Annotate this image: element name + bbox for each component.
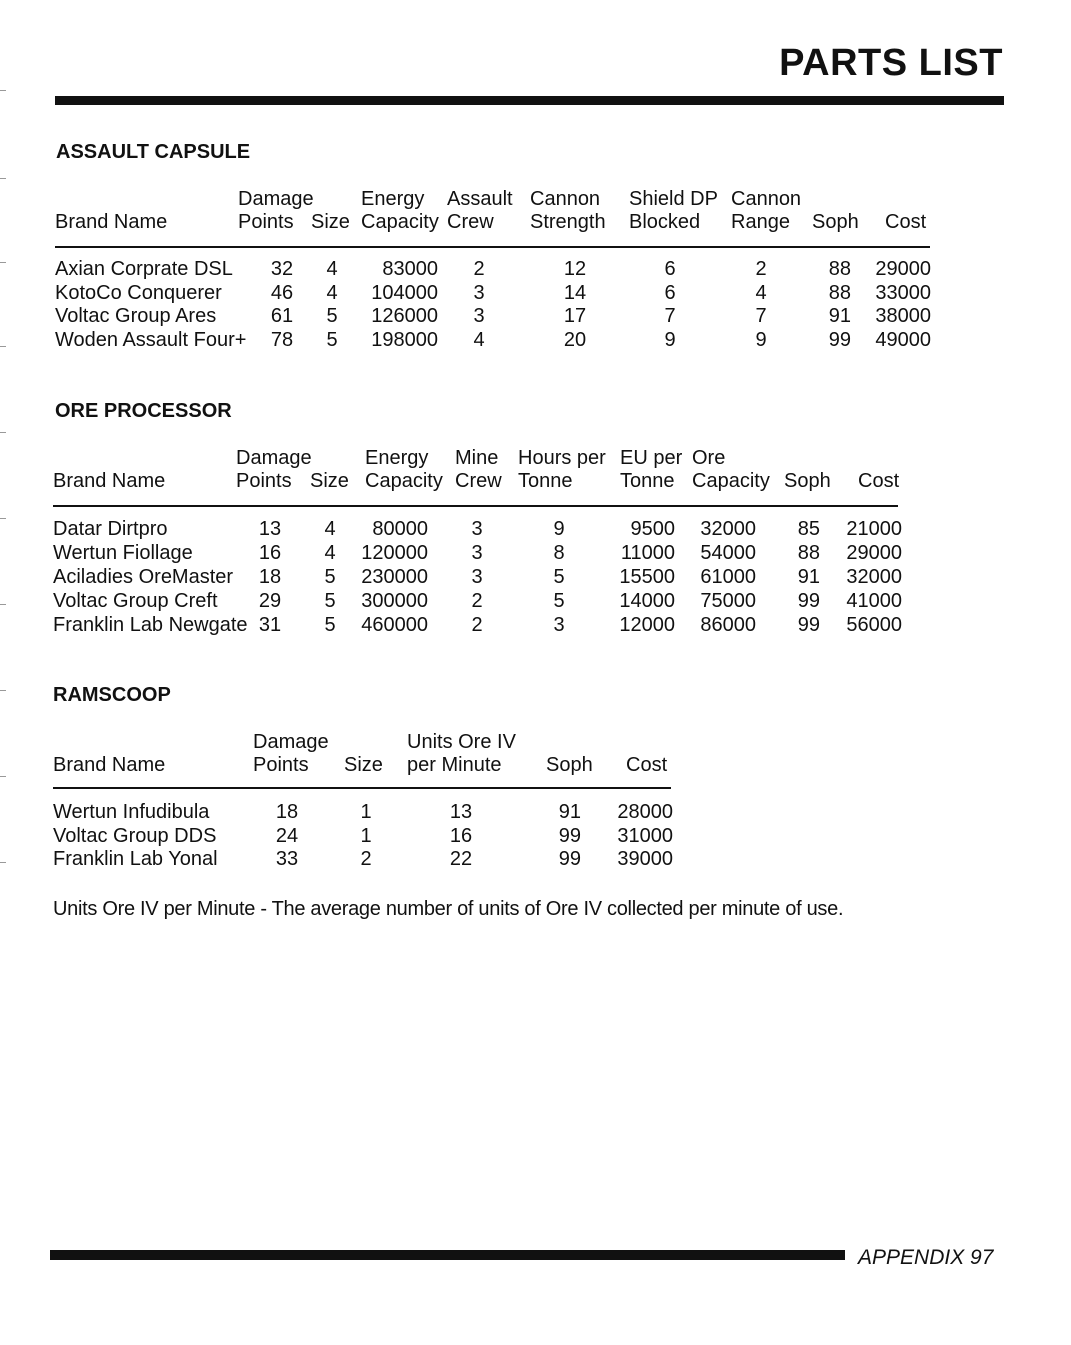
ore_processor-column-header: Tonne [620,470,675,492]
brand-name-cell: Wertun Infudibula [53,801,210,823]
table-cell: 300000 [361,590,428,612]
table-cell: 88 [797,542,820,564]
assault-capsule-title: ASSAULT CAPSULE [56,141,251,163]
table-cell: 18 [258,566,282,588]
table-cell: 14 [563,281,587,304]
margin-mark [0,262,6,263]
assault_capsule-column-header: Capacity [361,211,439,233]
assault_capsule-column-header: Soph [812,211,859,233]
table-cell: 31 [258,614,282,636]
assault_capsule-column-header: Size [311,211,350,233]
assault_capsule-column-header: Blocked [629,211,701,233]
table-cell: 33 [275,848,299,870]
ramscoop-column-header: Points [253,754,309,776]
table-cell: 16 [449,824,473,847]
table-cell: 32000 [700,518,756,540]
table-cell: 5 [324,614,336,636]
table-cell: 7 [755,305,767,327]
table-cell: 2 [471,590,483,612]
assault_capsule-column-header: Points [238,211,294,233]
table-cell: 20 [563,328,587,351]
table-cell: 29 [258,590,282,612]
table-cell: 99 [558,848,581,870]
table-cell: 3 [471,518,483,540]
margin-mark [0,178,6,179]
brand-name-cell: Franklin Lab Newgate [53,614,248,636]
table-cell: 14000 [619,590,675,612]
ore_processor-column-header: Crew [455,470,502,492]
table-cell: 46 [270,281,294,304]
table-cell: 3 [473,281,485,304]
table-cell: 49000 [875,328,931,351]
table-cell: 31000 [617,824,673,847]
table-cell: 2 [755,258,767,280]
table-cell: 28000 [617,801,673,823]
table-cell: 99 [797,614,820,636]
table-cell: 120000 [361,542,428,564]
table-cell: 32000 [846,566,902,588]
table-cell: 5 [553,590,565,612]
table-cell: 230000 [361,566,428,588]
ore_processor-column-header: Ore [692,447,726,469]
margin-mark [0,346,6,347]
table-cell: 5 [553,566,565,588]
table-cell: 3 [473,305,485,327]
table-cell: 88 [828,281,851,304]
table-cell: 7 [664,305,676,327]
table-cell: 1 [360,801,372,823]
table-cell: 22 [449,848,473,870]
table-cell: 2 [471,614,483,636]
table-cell: 2 [360,848,372,870]
table-cell: 9500 [630,518,675,540]
ore_processor-column-header: Capacity [692,470,770,492]
ore_processor-column-header: Size [310,470,349,492]
ore_processor-column-header: Points [236,470,292,492]
margin-mark [0,518,6,519]
table-cell: 4 [326,258,338,280]
ore_processor-column-header: Capacity [365,470,443,492]
table-cell: 4 [326,281,338,304]
table-cell: 86000 [700,614,756,636]
assault_capsule-column-header: Assault [447,188,513,210]
page-title: PARTS LIST [779,42,1003,84]
table-cell: 9 [553,518,565,540]
assault_capsule-column-header: Brand Name [55,211,168,233]
table-cell: 85 [797,518,820,540]
table-cell: 38000 [875,305,931,327]
table-cell: 61000 [700,566,756,588]
table-cell: 3 [553,614,565,636]
table-cell: 32 [270,258,294,280]
table-cell: 6 [664,281,676,304]
table-cell: 11000 [620,542,675,564]
ore_processor-column-header: Hours per [518,447,606,469]
table-cell: 61 [270,305,294,327]
table-cell: 56000 [846,614,902,636]
brand-name-cell: Datar Dirtpro [53,518,168,540]
table-cell: 12 [563,258,587,280]
table-cell: 4 [324,542,336,564]
table-cell: 1 [360,824,372,847]
brand-name-cell: KotoCo Conquerer [55,281,222,304]
top-rule [55,96,1004,105]
table-cell: 83000 [382,258,438,280]
ramscoop-column-header: Soph [546,754,593,776]
table-cell: 198000 [371,328,438,351]
margin-mark [0,604,6,605]
table-cell: 6 [664,258,676,280]
table-cell: 5 [324,566,336,588]
table-cell: 33000 [875,281,931,304]
table-cell: 91 [558,801,581,823]
table-cell: 54000 [700,542,756,564]
ramscoop-column-header: Brand Name [53,754,166,776]
table-cell: 75000 [700,590,756,612]
table-cell: 13 [449,801,473,823]
brand-name-cell: Wertun Fiollage [53,542,193,564]
table-cell: 18 [275,801,299,823]
table-cell: 88 [828,258,851,280]
ore_processor-column-header: Soph [784,470,831,492]
table-cell: 21000 [846,518,902,540]
brand-name-cell: Voltac Group DDS [53,824,217,847]
table-cell: 16 [258,542,282,564]
assault_capsule-column-header: Shield DP [629,188,718,210]
table-cell: 5 [326,305,338,327]
table-cell: 13 [258,518,282,540]
ore_processor-column-header: EU per [620,447,683,469]
table-cell: 99 [828,328,851,351]
ore-processor-title: ORE PROCESSOR [55,400,232,422]
bottom-rule [50,1250,845,1260]
table-cell: 29000 [875,258,931,280]
table-cell: 24 [275,824,299,847]
ramscoop-column-header: Damage [253,731,329,753]
table-cell: 78 [270,328,294,351]
assault_capsule-column-header: Range [731,211,790,233]
table-cell: 3 [471,542,483,564]
assault_capsule-column-header: Cannon [530,188,601,210]
table-cell: 29000 [846,542,902,564]
brand-name-cell: Aciladies OreMaster [53,566,234,588]
ore_processor-column-header: Mine [455,447,499,469]
brand-name-cell: Voltac Group Creft [53,590,218,612]
table-cell: 8 [553,542,565,564]
table-cell: 460000 [361,614,428,636]
margin-mark [0,432,6,433]
ramscoop-footnote: Units Ore IV per Minute - The average number of units of Ore IV collected per minute of use. [53,898,844,920]
margin-mark [0,776,6,777]
table-cell: 9 [664,328,676,351]
table-cell: 15500 [619,566,675,588]
brand-name-cell: Woden Assault Four+ [55,328,247,351]
page-footer: APPENDIX 97 [858,1246,994,1269]
assault_capsule-column-header: Cannon [731,188,802,210]
table-cell: 5 [324,590,336,612]
margin-mark [0,690,6,691]
table-cell: 5 [326,328,338,351]
table-cell: 9 [755,328,767,351]
assault_capsule-column-header: Crew [447,211,494,233]
table-cell: 4 [324,518,336,540]
table-cell: 2 [473,258,485,280]
margin-mark [0,90,6,91]
ramscoop-column-header: Size [344,754,383,776]
table-cell: 99 [558,824,581,847]
margin-mark [0,862,6,863]
ore_processor-column-header: Damage [236,447,312,469]
ramscoop-column-header: Cost [626,754,668,776]
table-cell: 91 [828,305,851,327]
ramscoop-title: RAMSCOOP [53,684,171,706]
table-cell: 3 [471,566,483,588]
assault_capsule-column-header: Cost [885,211,927,233]
brand-name-cell: Voltac Group Ares [55,305,217,327]
ramscoop-header-rule [53,787,671,789]
table-cell: 99 [797,590,820,612]
table-cell: 12000 [619,614,675,636]
ore_processor-column-header: Energy [365,447,429,469]
ore_processor-column-header: Brand Name [53,470,166,492]
brand-name-cell: Axian Corprate DSL [55,258,233,280]
ore_processor-header-rule [53,505,898,507]
table-cell: 126000 [371,305,438,327]
table-cell: 91 [797,566,820,588]
assault_capsule-column-header: Energy [361,188,425,210]
ore_processor-column-header: Tonne [518,470,573,492]
brand-name-cell: Franklin Lab Yonal [53,848,218,870]
assault_capsule-column-header: Damage [238,188,314,210]
ramscoop-column-header: Units Ore IV [407,731,516,753]
table-cell: 4 [473,328,485,351]
assault_capsule-header-rule [55,246,930,248]
table-cell: 41000 [846,590,902,612]
table-cell: 104000 [371,281,438,304]
table-cell: 17 [563,305,587,327]
ore_processor-column-header: Cost [858,470,900,492]
table-cell: 39000 [617,848,673,870]
table-cell: 4 [755,281,767,304]
table-cell: 80000 [372,518,428,540]
ramscoop-column-header: per Minute [407,754,502,776]
assault_capsule-column-header: Strength [530,211,606,233]
